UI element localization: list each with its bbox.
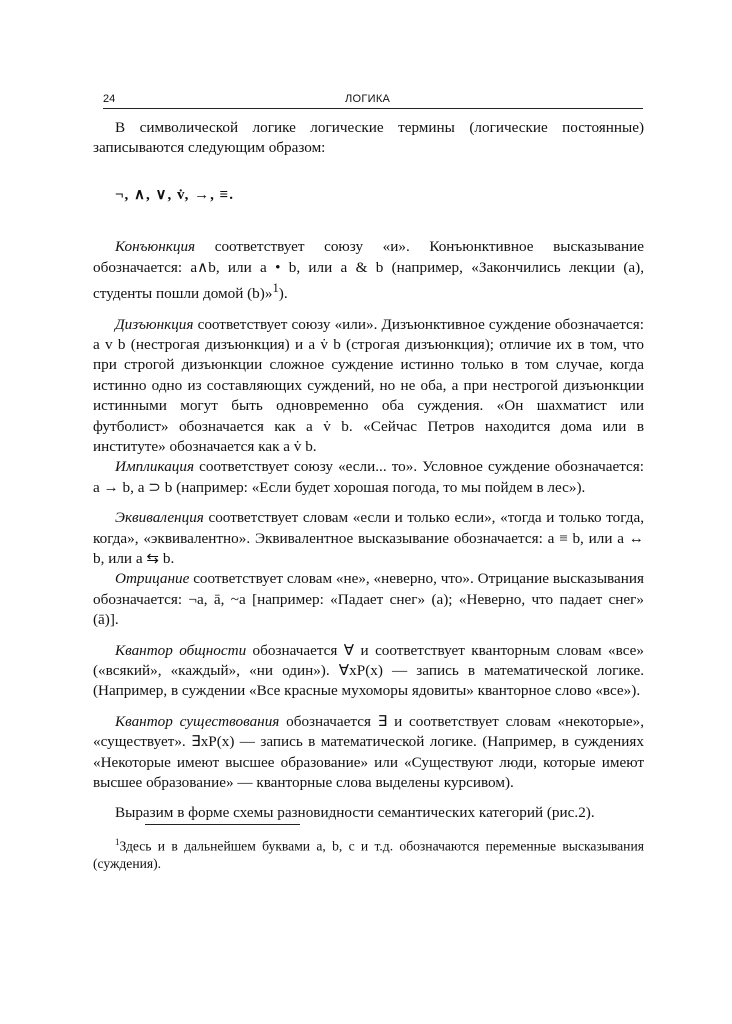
- footnote-separator: [145, 824, 300, 825]
- equivalence-term: Эквиваленция: [115, 509, 204, 527]
- universal-quantifier-term: Квантор общности: [115, 641, 247, 659]
- equivalence-paragraph: [93, 508, 644, 569]
- existential-quantifier-text: обозначается ∃ и соответствует словам «некоторые», «существует». ∃xP(x) — запись в математической логике. (Например, в суждениях «Некоторые имеют высшее образование» или «Существуют люди, которые имеют высшее образование» — кванторные слова выделены курсивом).: [93, 712, 644, 792]
- implication-term: Импликация: [115, 458, 195, 476]
- disjunction-paragraph: [93, 315, 644, 458]
- negation-term: Отрицание: [115, 570, 190, 588]
- footnote-text: Здесь и в дальнейшем буквами a, b, c и т.д. обозначаются переменные высказывания (суждения).: [93, 838, 644, 872]
- running-title: ЛОГИКА: [345, 93, 391, 105]
- equivalence-text: соответствует словам «если и только если», «тогда и только тогда, когда», «эквивалентно». Эквивалентное высказывание обозначается: a ≡ b, или a ↔ b, или a ⇆ b.: [93, 509, 644, 567]
- implication-text: соответствует союзу «если... то». Условное суждение обозначается: a → b, a ⊃ b (например: «Если будет хорошая погода, то мы пойдем в лес»).: [93, 458, 644, 496]
- conjunction-text: соответствует союзу «и». Конъюнктивное высказывание обозначается: a∧b, или a • b, или a & b (например, «Закончились лекции (a), студенты пошли домой (b)»: [93, 238, 644, 303]
- negation-text: соответствует словам «не», «неверно, что». Отрицание высказывания обозначается: ¬a, ā, ~a [например: «Падает снег» (a); «Неверно, что падает снег» (ā)].: [93, 570, 644, 629]
- conjunction-tail: ).: [278, 285, 288, 303]
- universal-quantifier-text: обозначается ∀ и соответствует кванторным словам «все» («всякий», «каждый», «ни один»). ∀xP(x) — запись в математической логике. (Например, в суждении «Все красные мухоморы ядовиты» кванторное слово «все»).: [93, 641, 644, 700]
- conjunction-paragraph: [93, 237, 644, 304]
- implication-paragraph: [93, 457, 644, 498]
- universal-quantifier-paragraph: [93, 641, 644, 702]
- footnote-mark: 1: [115, 836, 120, 847]
- existential-quantifier-term: Квантор существования: [115, 712, 280, 730]
- conclusion-paragraph: Выразим в форме схемы разновидности семантических категорий (рис.2).: [115, 804, 595, 822]
- conjunction-term: Конъюнкция: [115, 238, 196, 256]
- negation-paragraph: [93, 569, 644, 630]
- disjunction-text: соответствует союзу «или». Дизъюнктивное суждение обозначается: a v b (нестрогая дизъюнкция) и a v̇ b (строгая дизъюнкция); отличие их в том, что при строгой дизъюнкции сложное суждение истинно только в том случае, когда истинно одно из составляющих суждений, но не оба, а при нестрогой дизъюнкции истинными могут быть одновременно оба суждения. «Он шахматист или футболист» обозначается как a v̇ b. «Сейчас Петров находится дома или в институте» обозначается как a v̇ b.: [93, 315, 644, 455]
- disjunction-term: Дизъюнкция: [115, 315, 194, 333]
- page-number: 24: [103, 93, 116, 105]
- existential-quantifier-paragraph: [93, 712, 644, 794]
- footnote: [93, 833, 644, 874]
- intro-paragraph: В символической логике логические термины (логические постоянные) записываются следующим образом:: [93, 119, 644, 157]
- footnote-reference: 1: [272, 281, 279, 296]
- main-text: [93, 118, 644, 873]
- running-header: [103, 92, 643, 109]
- logical-symbols: ¬, ∧, ∨, v̇, →, ≡.: [115, 186, 234, 203]
